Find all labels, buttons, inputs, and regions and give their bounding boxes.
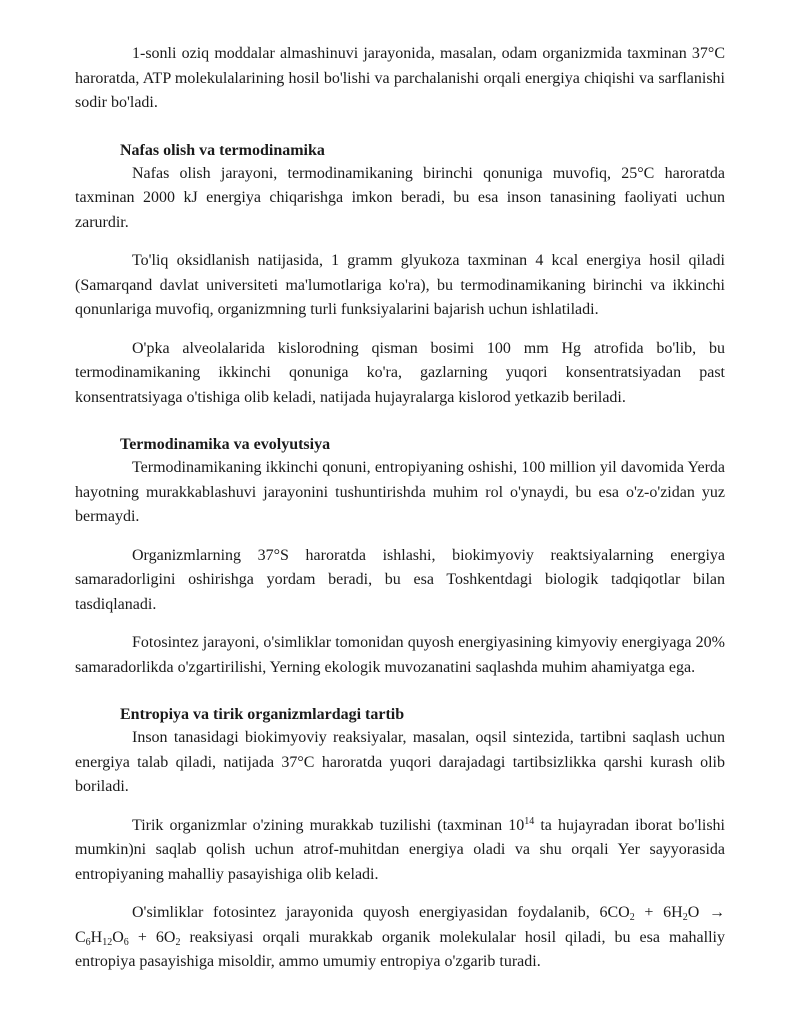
- paragraph-fotosintez-samaradorlik: Fotosintez jarayoni, o'simliklar tomonidan quyosh energiyasining kimyoviy energiyaga 20% samaradorlikda o'zgartirilishi, Yerning ekologik muvozanatini saqlashda muhim ahamiyatga ega.: [75, 634, 725, 676]
- subscript: 2: [175, 936, 181, 948]
- paragraph-atp: 1-sonli oziq moddalar almashinuvi jarayonida, masalan, odam organizmida taxminan 37°C haroratda, ATP molekulalarining hosil bo'lishi va parchalanishi orqali energiya chiqishi va sarflanishi sodir bo'ladi.: [75, 45, 725, 111]
- subscript: 12: [102, 936, 113, 948]
- paragraph-glyukoza: To'liq oksidlanish natijasida, 1 gramm glyukoza taxminan 4 kcal energiya hosil qiladi (Samarqand davlat universiteti ma'lumotlariga ko'ra), bu termodinamikaning birinchi va ikkinchi qonunlariga muvofiq, organizmning turli funksiyalarini bajarish uchun ishlatiladi.: [75, 252, 725, 318]
- subscript: 6: [123, 936, 129, 948]
- subscript: 2: [629, 912, 635, 923]
- text-fragment: reaksiyasi orqali murakkab organik molekulalar hosil qiladi, bu esa mahalliy entropiya pasayishiga misoldir, ammo umumiy entropiya o'zgarib turadi.: [75, 928, 725, 970]
- paragraph-fotosintez-reaksiya: [75, 901, 725, 975]
- paragraph-hujayralar: [75, 814, 725, 888]
- paragraph-alveola: O'pka alveolalarida kislorodning qisman bosimi 100 mm Hg atrofida bo'lib, bu termodinamikaning ikkinchi qonuniga ko'ra, gazlarning yuqori konsentratsiyadan past konsentratsiyaga o'tishiga olib keladi, natijada hujayralarga kislorod yetkazib beriladi.: [75, 339, 725, 406]
- subscript: 2: [682, 912, 688, 923]
- superscript-exponent: 14: [524, 815, 535, 827]
- text-fragment: O'simliklar fotosintez jarayonida quyosh energiyasidan foydalanib, 6CO: [132, 904, 630, 921]
- paragraph-nafas-olish: Nafas olish jarayoni, termodinamikaning birinchi qonuniga muvofiq, 25°C haroratda taxminan 2000 kJ energiya chiqarishga imkon beradi, bu esa inson tanasining faoliyati uchun zarurdir.: [75, 164, 725, 231]
- text-fragment: ta hujayradan iborat bo'lishi mumkin)ni saqlab qolish uchun atrof-muhitdan energiya oladi va shu orqali Yer sayyorasida entropiyaning mahalliy pasayishiga olib keladi.: [75, 816, 725, 883]
- text-fragment: O: [112, 928, 124, 946]
- paragraph-oqsil-sintezi: Inson tanasidagi biokimyoviy reaksiyalar, masalan, oqsil sintezida, tartibni saqlash uchun energiya talab qiladi, natijada 37°C haroratda yuqori darajadagi tartibsizlikka qarshi kurash olib boriladi.: [75, 729, 725, 795]
- text-fragment: O → C: [75, 904, 726, 946]
- heading-evolyutsiya: Termodinamika va evolyutsiya: [120, 436, 331, 453]
- heading-entropiya-tartib: Entropiya va tirik organizmlardagi tartib: [120, 706, 405, 723]
- subscript: 6: [85, 936, 91, 948]
- text-fragment: H: [90, 928, 103, 946]
- paragraph-entropiya-oshishi: Termodinamikaning ikkinchi qonuni, entropiyaning oshishi, 100 million yil davomida Yerda hayotning murakkablashuvi jarayonini tushuntirishda muhim rol o'ynaydi, bu esa o'z-o'zidan yuz bermaydi.: [75, 459, 725, 525]
- heading-nafas-olish: Nafas olish va termodinamika: [120, 141, 325, 159]
- text-fragment: + 6H: [634, 904, 683, 921]
- paragraph-37-harorat: Organizmlarning 37°S haroratda ishlashi, biokimyoviy reaktsiyalarning energiya samaradorligini oshirishga yordam beradi, bu esa Toshkentdagi biologik tadqiqotlar bilan tasdiqlanadi.: [75, 546, 725, 613]
- text-fragment: + 6O: [128, 928, 176, 946]
- text-fragment: Tirik organizmlar o'zining murakkab tuzilishi (taxminan 10: [132, 816, 525, 834]
